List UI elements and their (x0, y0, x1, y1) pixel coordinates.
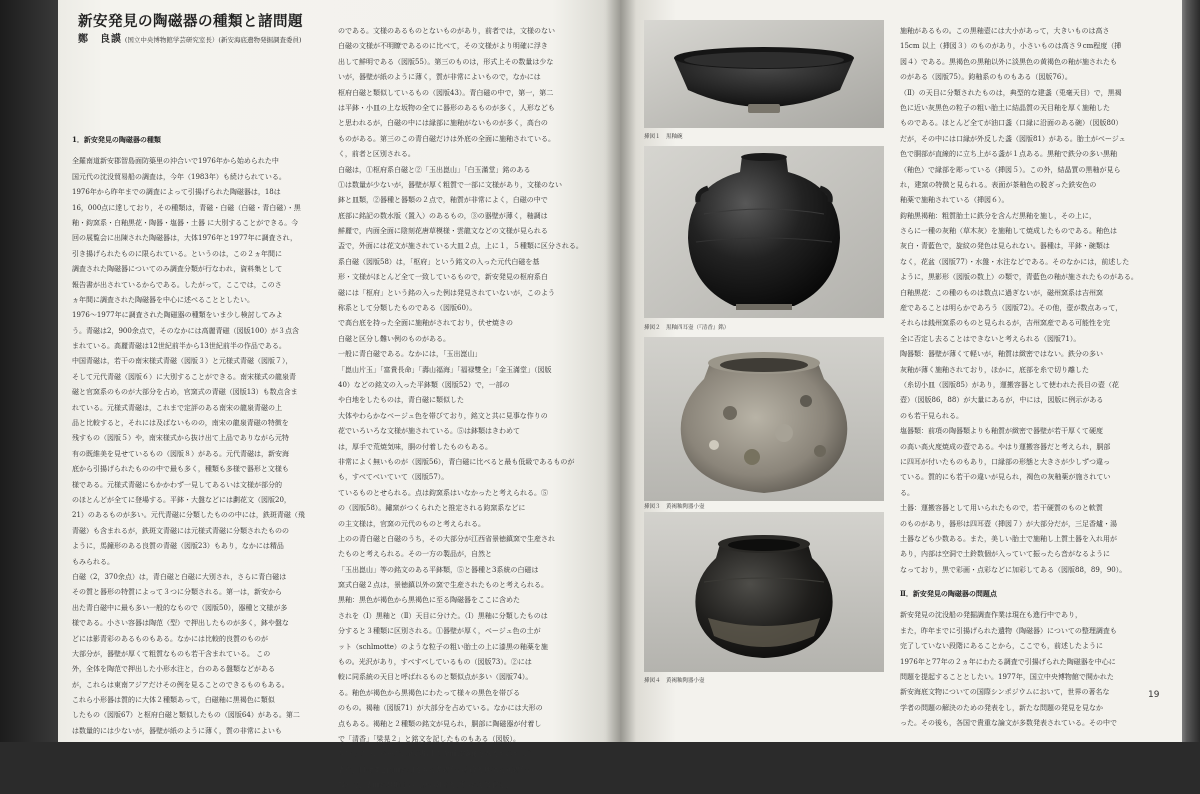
text-line: 産であることは明らかであろう（図版72）。その他，壺が数点あって， (900, 304, 1123, 313)
text-line: 盃で，外面には花文が施されている大皿２点，上に１，５種類に区分される。 (338, 242, 583, 251)
text-line: 器）で，表面には胎土の文様の外形を摸写にも類似し， (338, 781, 513, 790)
text-line: る。 (900, 488, 914, 497)
text-line: 鈞釉黒褐釉：粗質胎土に鉄分を含んだ黒釉を施し，その上に， (900, 211, 1096, 220)
text-line: 色で胴部が直線的に立ち上がる盞が１点ある。黒釉で鉄分の多い黒釉 (900, 150, 1117, 159)
text-line: 一般に青白磁である。なかには，「玉出崑山」 (338, 350, 482, 359)
text-line: 全羅南道新安郡智島面防築里の沖合いで1976年から始められた中 (72, 157, 279, 166)
text-line: 新安発見の沈没船の発掘調査作業は現在も進行中であり， (900, 611, 1082, 620)
text-line: 40）などの銘文の入った平鉢類（図版52）で，一部の (338, 380, 510, 389)
text-line: のほとんどが全てに登場する。平鉢・大盤などには劃花文（図版20， (72, 495, 291, 504)
text-line: 図４）である。黒褐色の黒釉以外に淡黒色の黄褐色の釉が施されたも (900, 57, 1117, 66)
text-line: く，前者と区別される。 (338, 150, 415, 159)
text-line: 1976年から昨年までの調査によって引揚げられた陶磁器は，18は (72, 188, 281, 197)
text-line: 壺）（図版86，88）が大量にあるが，中には，図版に例示がある (900, 396, 1104, 405)
text-line: （Ⅱ）の天目に分類されたものは，典型的な建盞（兎毫天目）で，黒褐 (900, 88, 1122, 97)
text-line: 調査された陶磁器についてのみ調査分類が行なわれ，資料集として (72, 265, 283, 274)
text-line: れている。元様式青磁は，これまで定評のある南宋の龍泉青磁の上 (72, 403, 282, 412)
text-line: もの。光沢があり，すべすべしているもの（図版73）。②には (338, 658, 532, 667)
text-line: 「崑山片玉」「富貴長命」「壽山福海」「福禄雙全」「金玉滿堂」（図版 (338, 365, 552, 374)
text-line: また，昨年までに引揚げられた遺物（陶磁器）についての整理調査も (900, 626, 1117, 635)
text-line: 出た青白磁中に最も多い一般的なもので（図版50），器種と文様が多 (72, 603, 288, 612)
text-line: ヵ年間に調査された陶磁器を中心に述べることとしたい。 (72, 295, 254, 304)
text-line: 出して鮮明である（図版55）。第三のものは，形式上その数量は少な (338, 57, 554, 66)
photo-black-jar (644, 146, 884, 318)
photo-caption-3: 挿図３ 黄褐釉陶器小壺 (644, 504, 705, 510)
text-line: 16，000点に達しており，その種類は，青磁・白磁（白磁・青白磁）・黒 (72, 203, 301, 212)
text-line: 青磁）も含まれるが，鉄斑文青磁には元様式青磁に分類されたものの (72, 526, 289, 535)
article-title: 新安発見の陶磁器の種類と諸問題 (78, 13, 303, 30)
text-line: 白磁は，①枢府系白磁と②「玉出崑山」「白玉滿堂」銘のある (338, 165, 531, 174)
text-line: ものがある。第三のこの青白磁だけは外底の全面に施釉されている。 (338, 134, 555, 143)
text-line: のがある（図版75）。鈞釉系のものもある（図版76）。 (900, 73, 1072, 82)
text-line: る。釉色が褐色から黒褐色にわたって様々の黒色を帯びる (338, 688, 520, 697)
text-line: 土器：運搬容器として用いられたもので，若干硬質のものと軟質 (900, 504, 1103, 513)
text-line: ①は数量が少ないが，器壁が厚く粗質で一部に文様があり，文様のない (338, 180, 562, 189)
text-line: 陶器類：器壁が薄くて軽いが，釉質は緻密ではない。鉄分の多い (900, 350, 1103, 359)
section-heading: Ⅱ．新安発見の陶磁器の問題点 (900, 589, 997, 599)
text-line: 残すもの（図版５）や，南宋様式から抜け出て上品でありながら元特 (72, 434, 289, 443)
text-line: 釉・鈞窯系・白釉黒花・陶器・塩器・土器 に大別することができる。今 (72, 218, 299, 227)
text-line: 分すると３種類に区別される。①器壁が厚く，ベージュ色の土が (338, 627, 541, 636)
text-line: と思われるが，白磁の中には縁部に施釉がないものが多く，高台の (338, 119, 548, 128)
text-line: れ，建窯の特徴と見られる。表面が茶釉色の脱ぎった鉄安色の (900, 180, 1097, 189)
text-line: 底から引揚げられたものの中で最も多く，種類も多様で器形と文様も (72, 465, 289, 474)
text-line: に四耳が付いたものもあり，口縁部の形態と大きさが少しずつ違っ (900, 457, 1110, 466)
photo-caption-4: 挿図４ 黄褐釉陶器小壺 (644, 678, 705, 684)
text-line: あり，内部は空洞で土鈴数個が入っていて振ったら音がなるように (900, 550, 1110, 559)
text-line: は数量的には少ないが，器壁が紙のように薄く，質の非常によいも (72, 726, 282, 735)
text-line: 「玉出崑山」等の銘文のある平鉢類，⑤と器種と3系統の白磁は (338, 565, 539, 574)
text-line: （釉色）で縁部を彫っている（挿図５）。この外，結晶質の黒釉が見ら (900, 165, 1121, 174)
text-line: で高台底を持った全面に施釉がされており，伏せ焼きの (338, 319, 513, 328)
text-line: ものである。ほとんど全てが油口盞（口縁に沿面のある碗）（図版80） (900, 119, 1123, 128)
text-line: 全に否定し去ることはできないと考えられる（図版71）。 (900, 334, 1081, 343)
text-line: 15cm 以上（挿図３）のものがあり，小さいものは高さ９cm程度（挿 (900, 42, 1122, 51)
text-line: 形・文様がほとんど全て一致しているもので，新安発見の枢府系白 (338, 273, 548, 282)
text-line: 系白磁（図版58）は，「枢府」という銘文の入った元代白磁を基 (338, 257, 540, 266)
text-line: のである。文様のあるものとないものがあり，前者では，文様のない (338, 27, 555, 35)
text-line: （糸切小皿（図版85）があり，運搬容器として使われた長目の壺（花 (900, 380, 1119, 389)
photo-black-bowl (644, 20, 884, 128)
text-line: は，厚手で荒焼気味，胴の付着したものもある。 (338, 442, 492, 451)
text-line: まれている。高麗青磁は12世紀前半から13世紀前半の作品である。 (72, 342, 286, 351)
text-line: 品と比較すると，それには及ばないものの，南宋の龍泉青磁の特徴を (72, 419, 289, 428)
text-line: 色に近い灰黒色の粒子の粗い胎土に結晶質の天目釉を厚く施釉した (900, 103, 1110, 112)
text-line: なっており，黒で彩画・点彩などに加彩してある（図版88，89，90）。 (900, 565, 1127, 574)
text-line: 引き揚げられたものに限られている。というのは，この２ヵ年間に (72, 249, 282, 258)
text-line: 灰色あるいはベージュ色の胎土を全面に施釉されたものもあり， (338, 750, 541, 759)
text-line: 1976～1977年に調査された陶磁器の種類をいま少し検討してみよ (72, 311, 283, 320)
text-line: 白磁と区分し難い例のものがある。 (338, 334, 450, 343)
text-line: これら小形器は質的に大体２種類あって，白磁釉に黒褐色に類似 (72, 696, 275, 705)
text-line: の（図版58）。鏽窯がつくられたと推定される鈞窯系などに (338, 504, 526, 513)
text-line: う。青磁は2，900余点で，そのなかには高麗青磁（図版100）が３点含 (72, 326, 300, 335)
text-line: 者や，口縁部と内面に付された茶褐色の釉薬を彫めた黄褐色の (338, 765, 534, 774)
text-line: 施釉があるもの。この黒釉壺には大小があって，大きいものは高さ (900, 27, 1110, 35)
text-line: 完了していない段階にあることから，ここでも，前述したように (900, 642, 1103, 651)
text-line: が，これらは東南アジアだけその例を見ることのできるものもある。 (72, 680, 289, 689)
text-line: 大体やわらかなベージュ色を帯びており，銘文と共に見事な作りの (338, 411, 548, 420)
text-line: その質と器形の特質によって３つに分類される。第一は，新安から (72, 588, 282, 597)
text-line: たものと考えられる。その一方の製品が，自然と (338, 550, 492, 559)
text-line: どには影青彩のあるものもある。なかには比較的良質のものが (72, 634, 268, 643)
author-line (78, 30, 301, 45)
text-line: 新安海底文物についての国際シンポジウムにおいて，世界の著名な (900, 688, 1110, 697)
text-line: 上のの青白磁と白磁のうち，その大部分が江西省景徳鎮窯で生産され (338, 534, 555, 543)
text-line: も，すべてべいていて（図版57）。 (338, 473, 449, 482)
text-line: 鉢と皿類，②器種と器類の２点で，釉質が非常によく，白磁の中で (338, 196, 548, 205)
photo-small-jar (644, 512, 884, 672)
text-column-2 (338, 24, 594, 794)
text-line: 灰白・青藍色で，旋紋の発色は見られない。器種は，平鉢・碗類は (900, 242, 1110, 251)
text-line: 花でいろいろな文様が施されている。⑤は鉢類はきわめて (338, 427, 520, 436)
text-line: したもの（図版67）と枢府白磁と類似したもの（図版64）がある。第二 (72, 711, 300, 720)
book-edge-left (0, 0, 60, 742)
text-line: なく，花盆（図版77）・水盤・水注などである。そのなかには，前述した (900, 257, 1130, 266)
text-line: 塩器類：前項の陶器類よりも釉質が緻密で器壁が若干厚くて硬度 (900, 427, 1103, 436)
text-line: 中国青磁は，若干の南宋様式青磁（図版３）と元様式青磁（図版７）， (72, 357, 293, 366)
text-line: 外，全体を陶范で押出した小形水注と，台のある盤類などがある (72, 665, 275, 674)
text-line: 様である。元様式青磁にもかかわず一見してあるいは文様が部分的 (72, 480, 282, 489)
text-line: もみられる。 (72, 557, 114, 566)
text-line: いが，器壁が紙のように薄く，質が非常によいもので，なかには (338, 73, 541, 82)
text-line: ているものとせられる。点は鈞窯系はいなかったと考えられる。⑤ (338, 488, 548, 497)
text-line: ように，黒影形（図版の数上）の類で，青藍色の釉が施されたものがある。 (900, 273, 1138, 282)
photo-caption-2: 挿図２ 黒釉四耳壺（『清香』銘） (644, 325, 730, 331)
text-column-3 (900, 24, 1170, 732)
text-line: 点もある。褐釉と２種類の銘文が見られ，胴部に陶磁器が付着し (338, 719, 542, 728)
text-line: で「清香」「梁晃２」と銘文を記したものもある（図版）。 (338, 734, 520, 743)
text-line: のもの。褐釉（図版71）が大部分を占めている。なかには大形の (338, 704, 543, 713)
text-line: 黒釉：黒色が褐色から黒褐色に至る陶磁器をここに含めた (338, 596, 520, 605)
text-line: った。その後も，各国で貴重な論文が多数発表されている。その中で (900, 719, 1117, 728)
section-heading: 1．新安発見の陶磁器の種類 (72, 135, 161, 144)
text-line: 窯式白磁２点は，景徳鎮以外の窯で生産されたものと考えられる。 (338, 581, 548, 590)
text-line: 大部分が，器壁が厚くて粗質なものも若干含まれている。 この (72, 649, 271, 658)
text-line: さらに一種の灰釉（草木灰）を施釉して焼成したものである。釉色は (900, 227, 1117, 236)
text-line: ット（schlmotte）のような粒子の粗い胎土の上に漆黒の釉薬を施 (338, 642, 548, 651)
text-line: の高い高火度焼成の壺である。やはり運搬容器だと考えられ，胴部 (900, 442, 1111, 451)
text-line: や白地をしたものは，青白磁に類似した (338, 396, 464, 405)
text-line: 白磁（2，370余点）は，青白磁と白磁に大別され，さらに青白磁は (72, 572, 287, 581)
text-line: 有の既維美を見せているもの（図版８）がある。元代青磁は，新安海 (72, 449, 289, 458)
author-name: 鄭 良謨 (78, 34, 122, 45)
text-line: 21）のあるものが多い。元代青磁に分類したものの中には，鉄斑青磁（飛 (72, 511, 305, 520)
photo-caption-1: 挿図１ 黒釉碗 (644, 134, 683, 140)
text-line: 白磁の文様が不明瞭であるのに比べて，その文様がより明確に浮き (338, 42, 548, 51)
text-line: だが，その中には口縁が外反した盞（図版81）がある。胎土がベージュ (900, 134, 1126, 143)
text-line: 磁と官窯系のものが大部分を占め，官窯式の青磁（図版13）も数点含ま (72, 388, 298, 397)
text-column-1 (72, 124, 322, 739)
photo-encrusted-jar (644, 337, 884, 501)
text-line: のものがあり，器形は四耳壺（挿図７）が大部分だが，三足香爐・湯 (900, 519, 1117, 528)
text-line: 磁には「枢府」という銘の入った例は発見されていないが，このよう (338, 288, 555, 297)
text-line: 鮮麗で，内面全面に陰刻花唐草模様・雲龍文などの文様が見られる (338, 227, 548, 236)
text-line: 称系として分類したものである（図版60）。 (338, 304, 477, 313)
text-line: 1976年と77年の２ヵ年にわたる調査で引揚げられた陶磁器を中心に (900, 657, 1116, 666)
text-line: 底部に銘記の数水版（置入）のあるもの，③の器壁が薄く，釉調は (338, 211, 548, 220)
text-line: 枢府白磁と類似しているもの（図版43）。青白磁の中で，第一，第二 (338, 88, 554, 97)
text-line: 土器なども少数ある。また，美しい胎土で施釉し上質土器を入れ用が (900, 534, 1117, 543)
text-line: 様である。小さい容器は陶范（型）で押出したものが多く，鉢や盤な (72, 619, 289, 628)
text-line: の主文様は，官窯の元代のものと考えられる。 (338, 519, 485, 528)
text-line: 較に同系統の天目と呼ばれるものと類似点が多い（図版74）。 (338, 673, 533, 682)
text-line: 回の展覧会に出陳された陶磁器は，大体1976年と1977年に調査され， (72, 234, 298, 243)
text-line: 国元代の沈没貿易船の調査は，今年（1983年）も続けられている。 (72, 172, 286, 181)
text-line: ている。質的にも若干の違いが見られ，褐色の灰釉薬が施されてい (900, 473, 1111, 482)
text-line: ように，馬鐘形のある良質の青磁（図版23）もあり，なかには精品 (72, 542, 284, 551)
author-affiliation: (国立中央博物館学芸研究室長）(新安海底遺物発掘調査委員) (124, 36, 302, 44)
text-line: のも若干見られる。 (900, 411, 963, 420)
text-line: 学者の問題の解決のための発表をし，新たな問題の発見を見なか (900, 703, 1103, 712)
text-line: 問題を提起することとしたい。1977年，国立中央博物館で開かれた (900, 673, 1114, 682)
text-line: 釉薬で施釉されている（挿図６）。 (900, 196, 1009, 205)
photo-column (644, 0, 884, 742)
text-line: 灰釉が薄く施釉されており，ほかに，底部を糸で切り離した (900, 365, 1089, 374)
text-line: は平鉢・小皿の上な坂物の全てに器形のあるものが多く，人形なども (338, 103, 555, 112)
text-line: されを（Ⅰ）黒釉と（Ⅱ）天目に分けた。（Ⅰ）黒釉に分類したものは (338, 611, 548, 620)
text-line: それらは銭州窯系のものと見られるが，吉州窯産である可能性を完 (900, 319, 1110, 328)
text-line: 報告書が出されているからである。したがって，ここでは，このさ (72, 280, 282, 289)
text-line: 白釉黒花：この種のものは数点に過ぎないが，磁州窯系は吉州窯 (900, 288, 1103, 297)
page-number: 19 (1148, 690, 1160, 700)
text-line: そして元代青磁（図版６）に大別することができる。南宋様式の龍泉青 (72, 372, 296, 381)
text-line: 非常によく無いものが（図版56），青白磁に比べると最も低級であるものが (338, 457, 575, 466)
